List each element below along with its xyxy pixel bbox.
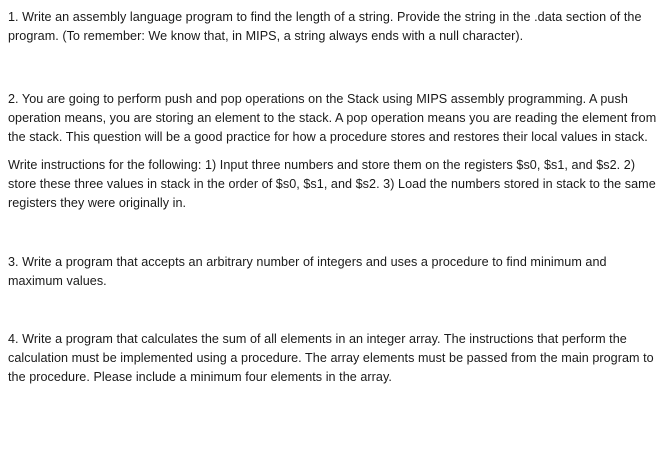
assignment-document <box>8 8 658 387</box>
question-2-text: 2. You are going to perform push and pop operations on the Stack using MIPS assembly programming. A push operation means, you are storing an element to the stack. A pop operation means you are reading the element from the stack. This question will be a good practice for how a procedure stores and restores their local values in stack. <box>8 92 657 144</box>
question-4-text: 4. Write a program that calculates the sum of all elements in an integer array. The instructions that perform the calculation must be implemented using a procedure. The array elements must be passed from the main program to the procedure. Please include a minimum four elements in the array. <box>8 332 654 384</box>
question-1-text: 1. Write an assembly language program to find the length of a string. Provide the string in the .data section of the program. (To remember: We know that, in MIPS, a string always ends with a null character). <box>8 10 642 43</box>
question-2-instructions: Write instructions for the following: 1) Input three numbers and store them on the registers $s0, $s1, and $s2. 2) store these three values in stack in the order of $s0, $s1, and $s2. 3) Load the numbers stored in stack to the same registers they were originally in. <box>8 158 656 210</box>
question-3-text: 3. Write a program that accepts an arbitrary number of integers and uses a procedure to find minimum and maximum values. <box>8 255 607 288</box>
